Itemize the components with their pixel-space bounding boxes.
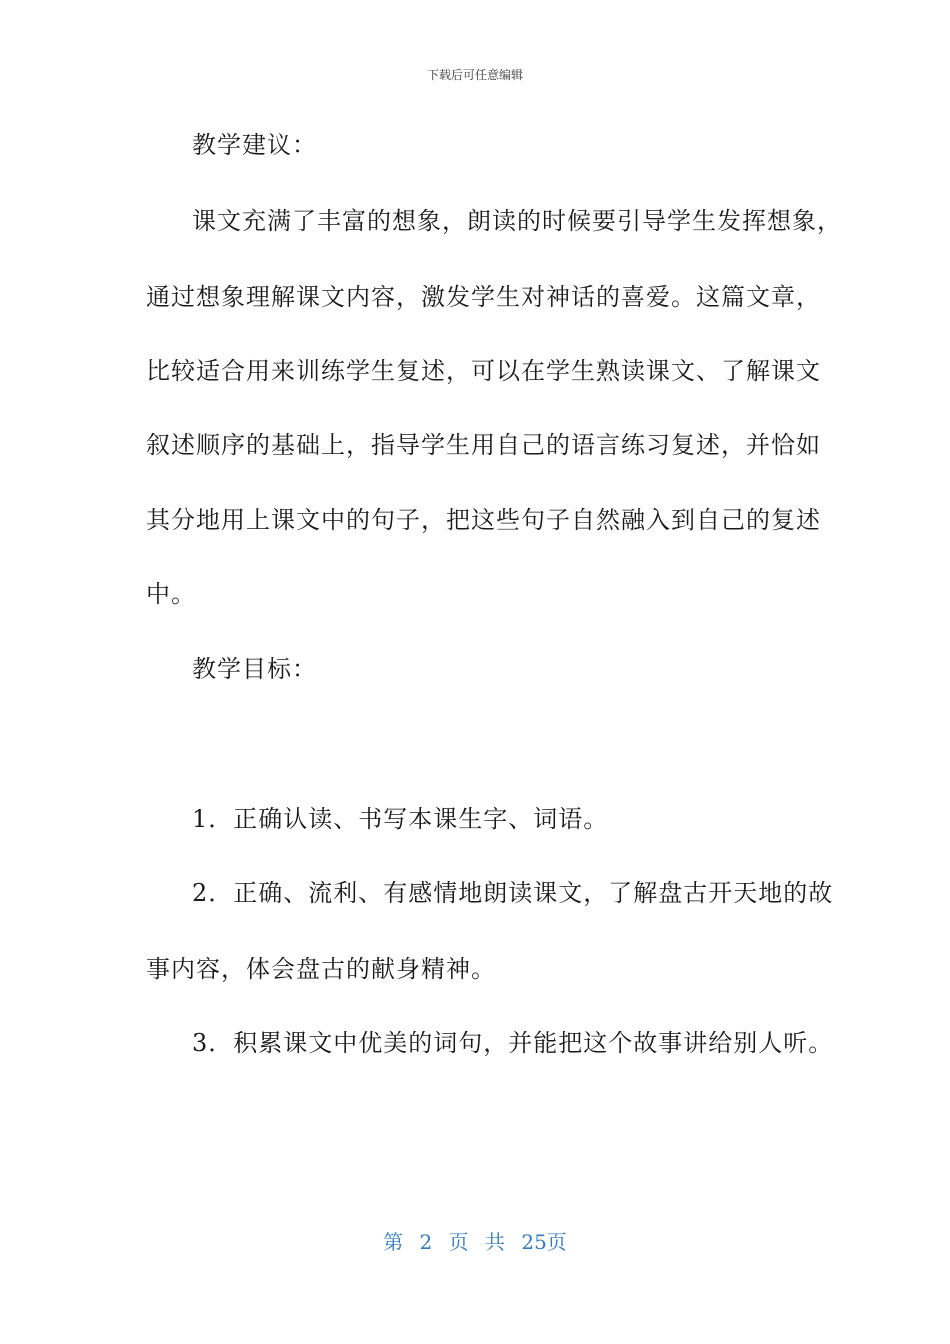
- paragraph-line: 中。: [146, 580, 196, 608]
- objective-item: 1．正确认读、书写本课生字、词语。: [192, 805, 609, 833]
- paragraph-line: 通过想象理解课文内容，激发学生对神话的喜爱。这篇文章，: [146, 283, 821, 311]
- heading-teaching-objectives: 教学目标：: [192, 655, 317, 683]
- paragraph-line: 课文充满了丰富的想象，朗读的时候要引导学生发挥想象，: [192, 207, 842, 235]
- heading-teaching-suggestions: 教学建议：: [192, 131, 317, 159]
- objective-item-continuation: 事内容，体会盘古的献身精神。: [146, 955, 496, 983]
- paragraph-line: 叙述顺序的基础上，指导学生用自己的语言练习复述，并恰如: [146, 431, 821, 459]
- header-note: 下载后可任意编辑: [426, 68, 523, 82]
- paragraph-line: 比较适合用来训练学生复述，可以在学生熟读课文、了解课文: [146, 357, 821, 385]
- page-number-footer: 第 2 页 共 25页: [383, 1230, 567, 1254]
- objective-item: 2．正确、流利、有感情地朗读课文，了解盘古开天地的故: [192, 879, 834, 907]
- paragraph-line: 其分地用上课文中的句子，把这些句子自然融入到自己的复述: [146, 506, 821, 534]
- objective-item: 3．积累课文中优美的词句，并能把这个故事讲给别人听。: [192, 1029, 834, 1057]
